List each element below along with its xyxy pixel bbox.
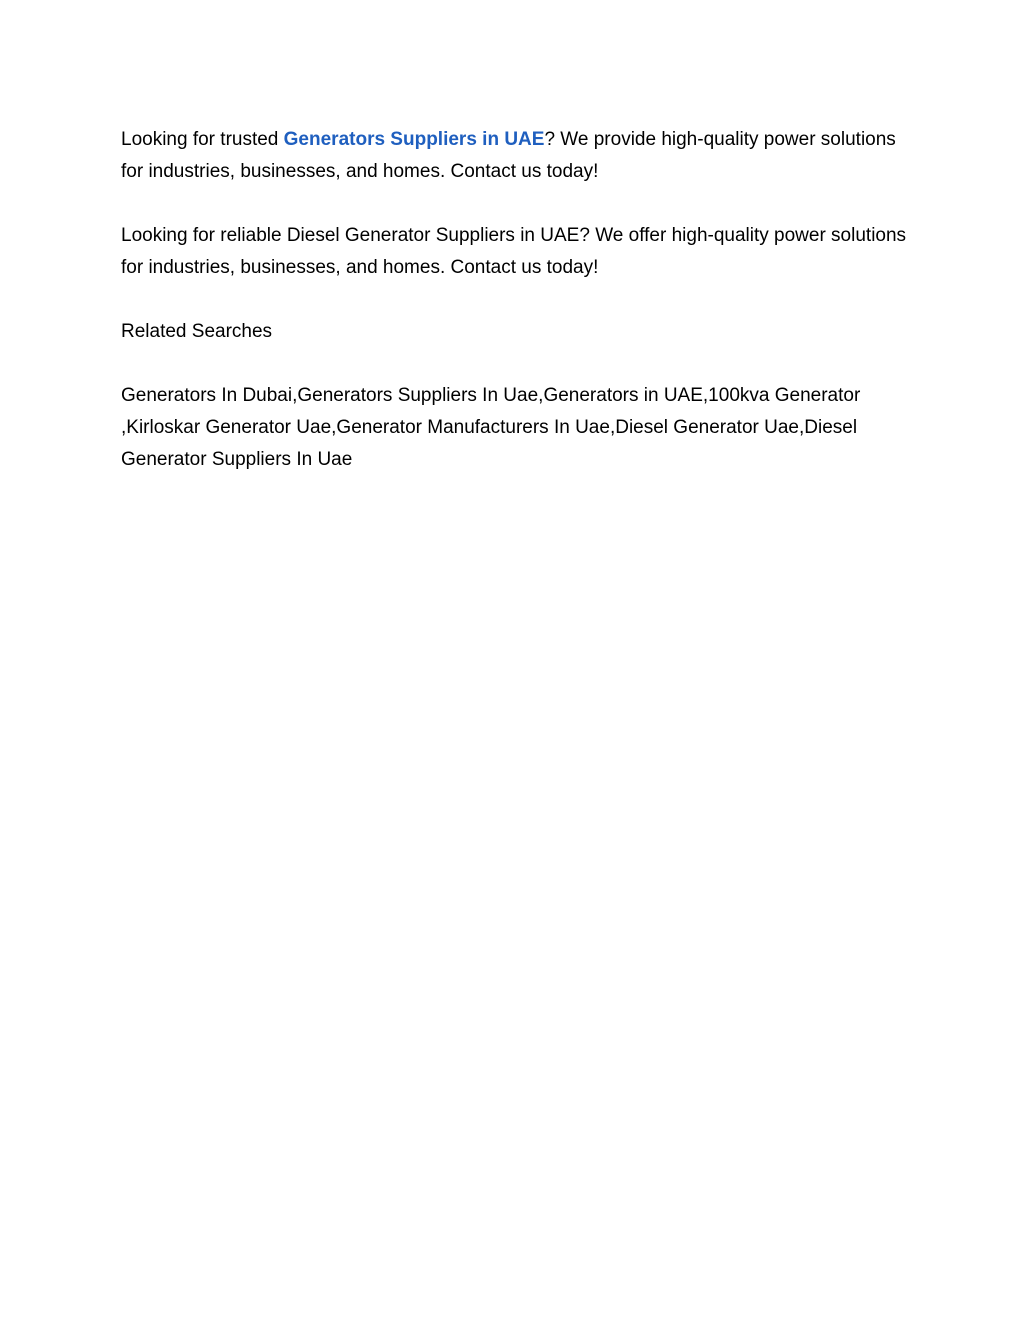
intro-prefix-text: Looking for trusted xyxy=(121,129,284,150)
intro-suffix-text: ? We provide high-quality power solutions for industries, businesses, and homes. Contact us today! xyxy=(121,129,896,182)
generators-suppliers-link[interactable]: Generators Suppliers in UAE xyxy=(283,129,545,150)
related-searches-list: Generators In Dubai,Generators Suppliers In Uae,Generators in UAE,100kva Generator ,Kirloskar Generator Uae,Generator Manufacturers In Uae,Diesel Generator Uae,Diesel Generator Suppliers In Uae xyxy=(121,385,861,470)
related-searches-heading: Related Searches xyxy=(121,321,273,342)
diesel-paragraph: Looking for reliable Diesel Generator Suppliers in UAE? We offer high-quality power solutions for industries, businesses, and homes. Contact us today! xyxy=(121,225,907,278)
document-page xyxy=(121,124,921,508)
intro-paragraph xyxy=(121,124,921,188)
